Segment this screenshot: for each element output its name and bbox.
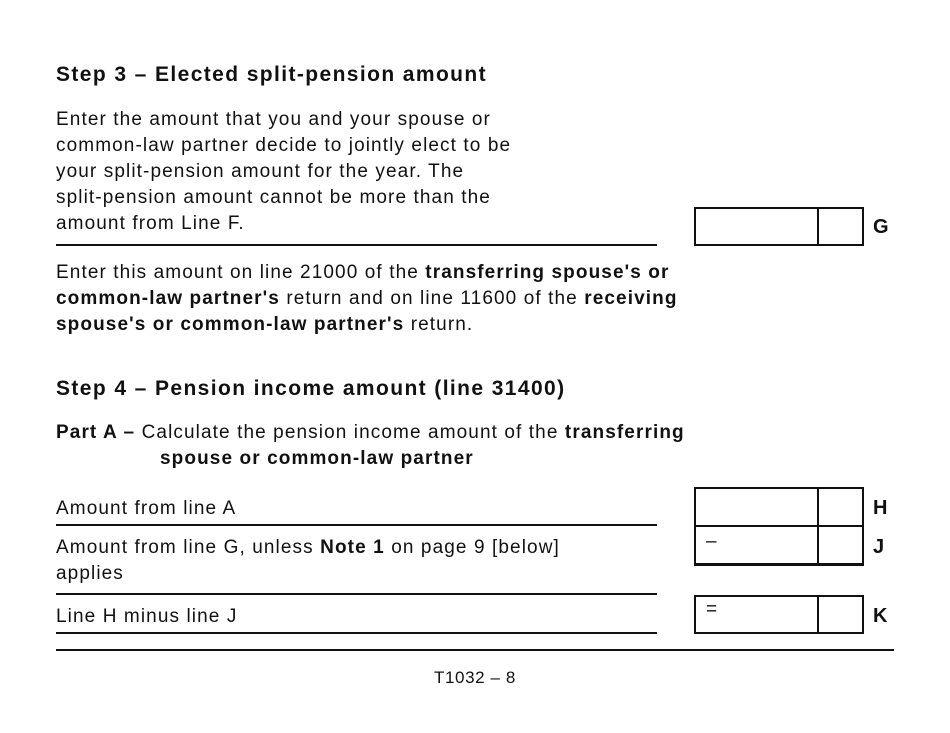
text-bold: spouse's or common-law partner's (56, 314, 405, 335)
step4-heading: Step 4 – Pension income amount (line 31400) (56, 377, 566, 400)
footer-divider (56, 649, 894, 651)
text: Amount from line G, unless (56, 537, 321, 558)
desc-line: Enter the amount that you and your spouse or (56, 109, 491, 130)
text-bold: transferring (564, 422, 685, 443)
page-number: T1032 – 8 (434, 668, 516, 687)
amount-field-j[interactable] (694, 525, 864, 566)
desc-line: amount from Line F. (56, 213, 245, 234)
divider (56, 593, 657, 595)
text: Calculate the pension income amount of the (135, 422, 565, 443)
line-label-j: J (873, 536, 885, 558)
minus-symbol: – (706, 531, 717, 552)
desc-line: common-law partner decide to jointly elect to be (56, 135, 512, 156)
text: on page 9 [below] (384, 537, 560, 558)
text-bold: common-law partner's (56, 288, 280, 309)
cents-field-k[interactable] (817, 597, 862, 632)
part-a-label: Part A – (56, 422, 136, 443)
text: Enter this amount on line 21000 of the (56, 262, 426, 283)
divider (56, 524, 657, 526)
step3-heading: Step 3 – Elected split-pension amount (56, 63, 488, 86)
desc-line: your split-pension amount for the year. The (56, 161, 465, 182)
divider (56, 244, 657, 246)
cents-field-h[interactable] (817, 489, 862, 525)
text: return. (404, 314, 474, 335)
text-bold: receiving (584, 288, 678, 309)
line-label-g: G (873, 216, 889, 238)
step3-instruction (56, 260, 678, 338)
text-bold: spouse or common-law partner (160, 448, 474, 469)
line-label-h: H (873, 497, 888, 519)
amount-field-k[interactable] (694, 595, 864, 634)
row-h-label: Amount from line A (56, 498, 237, 519)
row-j-label (56, 535, 560, 587)
cents-field-g[interactable] (817, 209, 862, 244)
amount-field-h[interactable] (694, 487, 864, 527)
text: return and on line 11600 of the (279, 288, 585, 309)
text-bold: transferring spouse's or (425, 262, 670, 283)
equals-symbol: = (706, 599, 718, 620)
desc-line: split-pension amount cannot be more than the (56, 187, 491, 208)
line-label-k: K (873, 605, 888, 627)
note-1-reference: Note 1 (320, 537, 385, 558)
divider (56, 632, 657, 634)
step3-description (56, 107, 511, 237)
cents-field-j[interactable] (817, 527, 862, 563)
part-a-intro (56, 420, 685, 472)
amount-field-g[interactable] (694, 207, 864, 246)
text: applies (56, 563, 124, 584)
row-k-label: Line H minus line J (56, 606, 238, 627)
